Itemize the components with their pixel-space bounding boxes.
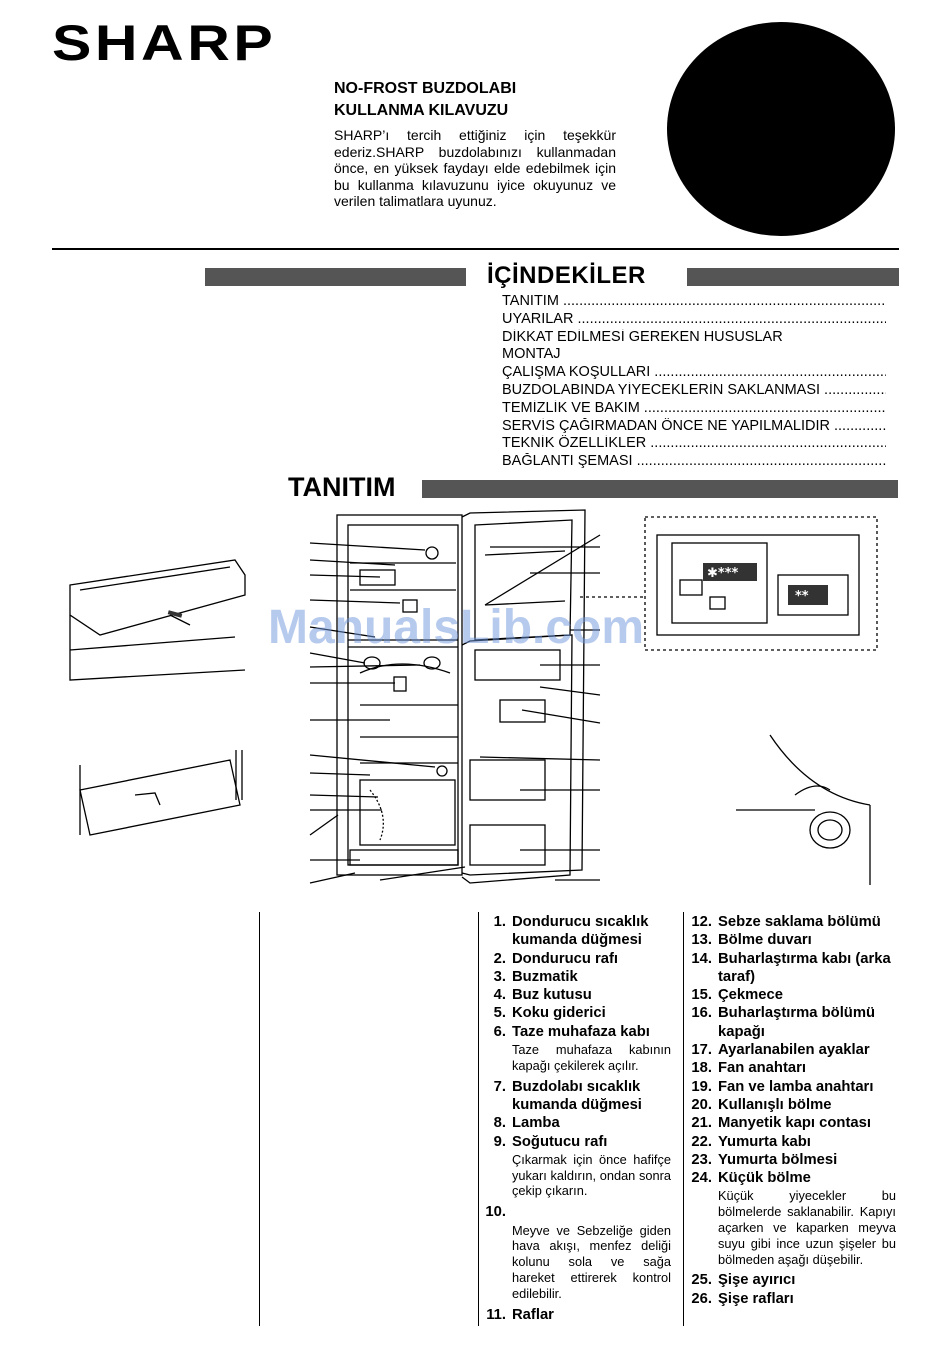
- item-number: 1.: [493, 914, 506, 930]
- toc-left-bar: [205, 268, 466, 286]
- item-label: Koku giderici: [512, 1005, 606, 1022]
- toc-item[interactable]: MONTAJ: [502, 346, 561, 363]
- list-item: [686, 1096, 900, 1114]
- parts-list-2: [686, 913, 900, 1308]
- list-item: [480, 1023, 675, 1041]
- item-number: 5.: [493, 1005, 506, 1022]
- item-label: Ayarlanabilen ayaklar: [718, 1042, 870, 1059]
- item-number: 26.: [691, 1290, 712, 1307]
- list-item: [686, 1290, 900, 1308]
- item-label: Sebze saklama bölümü: [718, 914, 881, 930]
- item-label: Soğutucu rafı: [512, 1133, 608, 1150]
- item-label: Raflar: [512, 1306, 554, 1323]
- list-item: [480, 968, 675, 986]
- toc-item[interactable]: TEMİZLİK VE BAKIM .....: [502, 400, 886, 418]
- item-note: Küçük yiyecekler bu bölmelerde saklanabilir. Kapıyı açarken ve kaparken meyva suyu gibi ince uzun şişeler bu bölmeden aşağı düşebilir.: [718, 1188, 896, 1267]
- item-label: Fan ve lamba anahtarı: [718, 1078, 874, 1095]
- item-number: 22.: [691, 1133, 712, 1150]
- list-item: [480, 1306, 675, 1324]
- list-item: [686, 986, 900, 1004]
- divider-left: [259, 912, 260, 1326]
- item-label: Buharlaştırma kabı (arka taraf): [718, 950, 891, 985]
- item-label: Buzmatik: [512, 968, 578, 985]
- item-number: 15.: [691, 987, 712, 1004]
- intro-paragraph: SHARP’ı tercih ettiğiniz için teşekkür ederiz.SHARP buzdolabınızı kullanmadan önce, en yüksek faydayı elde edebilmek için bu kullanma kılavuzunu iyice okuyunuz ve verilen talimatlara uyunuz.: [334, 127, 616, 209]
- list-item: [686, 1151, 900, 1169]
- list-item: [686, 1133, 900, 1151]
- fridge-body: [337, 515, 462, 875]
- item-number: 14.: [691, 950, 712, 967]
- item-label: Yumurta bölmesi: [718, 1151, 838, 1168]
- item-number: 20.: [691, 1096, 712, 1113]
- item-label: Küçük bölme: [718, 1170, 811, 1187]
- toc-item[interactable]: DİKKAT EDİLMESİ GEREKEN HUSUSLAR: [502, 328, 783, 345]
- list-item: [686, 1169, 900, 1187]
- item-number: 21.: [691, 1115, 712, 1132]
- manual-title: [334, 78, 516, 122]
- toc-item[interactable]: TANITIM .....: [502, 293, 886, 311]
- item-label: Yumurta kabı: [718, 1133, 811, 1150]
- list-item: [686, 931, 900, 949]
- parts-list-1: [480, 913, 675, 1324]
- item-note: Meyve ve Sebzeliğe giden hava akışı, menfez deliği kolunu sola ve sağa hareket ettirerek kontrol edilebilir.: [512, 1222, 671, 1301]
- item-number: 2.: [493, 950, 506, 967]
- section-title: TANITIM: [288, 472, 396, 502]
- item-label: Çekmece: [718, 987, 783, 1004]
- item-number: 12.: [691, 914, 712, 930]
- chiller-star-label: **: [795, 589, 809, 604]
- item-label: Buharlaştırma bölümü kapağı: [718, 1005, 876, 1040]
- item-note: Çıkarmak için önce hafifçe yukarı kaldırın, ondan sonra çekip çıkarın.: [512, 1151, 671, 1199]
- list-item: [480, 986, 675, 1004]
- item-number: 17.: [691, 1042, 712, 1059]
- item-number: 6.: [493, 1023, 506, 1040]
- item-label: Buz kutusu: [512, 987, 592, 1004]
- toc-item[interactable]: BUZDOLABINDA YİYECEKLERİN SAKLANMASI .....: [502, 382, 886, 400]
- list-item: [686, 1004, 900, 1041]
- list-item: [480, 1133, 675, 1151]
- toc-item[interactable]: SERVİS ÇAĞIRMADAN ÖNCE NE YAPILMALIDIR .....: [502, 418, 886, 436]
- item-number: 8.: [493, 1115, 506, 1132]
- list-item: [480, 1004, 675, 1022]
- list-item: [480, 1078, 675, 1115]
- item-label: Fan anahtarı: [718, 1060, 806, 1077]
- refrigerator-diagram: [60, 505, 910, 905]
- list-item: [686, 1059, 900, 1077]
- toc-title: İÇİNDEKİLER: [487, 262, 646, 289]
- item-label: Dondurucu sıcaklık kumanda düğmesi: [512, 914, 649, 949]
- toc-item[interactable]: BAĞLANTI ŞEMASI .....: [502, 453, 886, 471]
- item-label: Şişe ayırıcı: [718, 1272, 796, 1289]
- item-number: 11.: [486, 1306, 506, 1323]
- list-item: [686, 1114, 900, 1132]
- item-number: 9.: [493, 1133, 506, 1150]
- list-item: [480, 1203, 675, 1221]
- item-label: Bölme duvarı: [718, 932, 812, 949]
- brand-logo: SHARP: [52, 15, 277, 71]
- manual-title-line2: KULLANMA KILAVUZU: [334, 102, 509, 119]
- list-item: [480, 1114, 675, 1132]
- toc-right-bar: [687, 268, 899, 286]
- item-label: Dondurucu rafı: [512, 950, 619, 967]
- list-item: [686, 1078, 900, 1096]
- toc-item[interactable]: TEKNİK ÖZELLİKLER .....: [502, 435, 886, 453]
- item-number: 7.: [493, 1078, 506, 1095]
- watermark-text: ManualsLib.com: [268, 601, 645, 654]
- item-label: Buzdolabı sıcaklık kumanda düğmesi: [512, 1078, 642, 1113]
- item-number: 10.: [485, 1204, 506, 1221]
- list-item: [686, 1271, 900, 1289]
- item-label: [512, 1203, 675, 1221]
- list-item: [480, 950, 675, 968]
- item-number: 13.: [691, 932, 712, 949]
- list-item: [686, 950, 900, 987]
- item-number: 4.: [493, 987, 506, 1004]
- item-note: Taze muhafaza kabının kapağı çekilerek açılır.: [512, 1042, 671, 1073]
- freezer-star-label: ✱***: [707, 566, 739, 581]
- item-number: 19.: [691, 1078, 712, 1095]
- divider-mid: [478, 912, 479, 1326]
- item-number: 16.: [691, 1005, 712, 1022]
- divider-right: [683, 912, 684, 1326]
- item-number: 25.: [691, 1272, 712, 1289]
- item-label: Taze muhafaza kabı: [512, 1023, 650, 1040]
- item-label: Manyetik kapı contası: [718, 1115, 871, 1132]
- toc-item[interactable]: ÇALIŞMA KOŞULLARI .....: [502, 364, 886, 382]
- item-number: 18.: [691, 1060, 712, 1077]
- item-number: 24.: [691, 1170, 712, 1187]
- item-number: 3.: [493, 968, 506, 985]
- list-item: [686, 913, 900, 931]
- manual-title-line1: NO-FROST BUZDOLABI: [334, 80, 517, 97]
- list-item: [480, 913, 675, 950]
- decorative-circle: [667, 22, 895, 236]
- item-number: 23.: [691, 1151, 712, 1168]
- table-of-contents: [502, 293, 886, 471]
- item-label: Şişe rafları: [718, 1290, 794, 1307]
- header-divider: [52, 248, 899, 250]
- list-item: [686, 1041, 900, 1059]
- item-label: Kullanışlı bölme: [718, 1096, 832, 1113]
- section-bar: [422, 480, 898, 498]
- item-label: Lamba: [512, 1115, 560, 1132]
- toc-item[interactable]: UYARILAR .....: [502, 311, 886, 329]
